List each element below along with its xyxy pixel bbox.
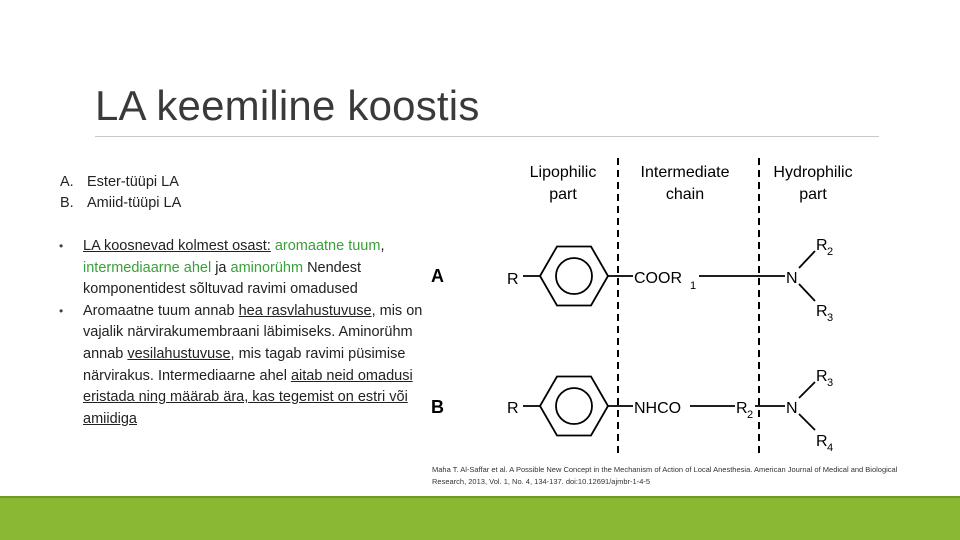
list-letter: A. — [60, 174, 74, 190]
bond — [799, 414, 815, 430]
ester-subscript: 1 — [690, 280, 697, 292]
text-run: Aromaatne tuum annab — [83, 302, 239, 319]
list-text: Amiid-tüüpi LA — [87, 195, 182, 211]
ester-group: COOR — [634, 270, 682, 287]
benzene-ring-icon — [540, 377, 608, 436]
title-divider — [95, 136, 879, 137]
text-run: Nendest komponentidest sõltuvad ravimi omadused — [83, 259, 362, 298]
text-run: ja — [211, 259, 231, 276]
r2-group: R — [736, 400, 748, 417]
r4-group: R — [816, 433, 828, 450]
text-run: aitab neid omadusi eristada ning määrab ära, kas tegemist on estri või amiidiga — [83, 367, 413, 427]
text-run: LA koosnevad kolmest osast: — [83, 238, 271, 254]
header-intermediate: chain — [665, 186, 705, 203]
row-label-a: A — [431, 266, 444, 286]
footer-bar — [0, 498, 960, 540]
r-group: R — [507, 271, 519, 288]
list-item — [60, 193, 181, 214]
bond — [799, 382, 815, 398]
row-label-b: B — [431, 397, 444, 417]
r3-subscript: 3 — [827, 377, 834, 389]
r3-subscript: 3 — [827, 312, 834, 324]
r3-group: R — [816, 303, 828, 320]
r2-subscript: 2 — [747, 409, 754, 421]
r2-group: R — [816, 237, 828, 254]
slide-title: LA keemiline koostis — [95, 82, 480, 129]
list-text: Ester-tüüpi LA — [87, 174, 179, 190]
la-type-list — [60, 172, 181, 214]
header-hydrophilic: part — [799, 186, 827, 203]
bullet-item — [58, 236, 430, 301]
bond — [799, 251, 815, 268]
r-group: R — [507, 400, 519, 417]
header-lipophilic: Lipophilic — [529, 164, 597, 181]
header-intermediate: Intermediate — [640, 164, 730, 181]
bullet-list — [58, 236, 430, 430]
text-run: hea rasvlahustuvuse — [238, 302, 372, 319]
list-item — [60, 172, 181, 193]
amine-n: N — [786, 270, 798, 287]
highlight-term: aromaatne tuum — [274, 238, 381, 254]
text-run: , mis on vajalik närvirakumembraani läbimiseks. Aminorühm annab — [83, 302, 423, 362]
citation-text: Maha T. Al-Saffar et al. A Possible New Concept in the Mechanism of Action of Local Anesthesia. American Journal of Medical and Biological Research, 2013, Vol. 1, No. 4, 134-137. doi:10.12691/ajmbr-1-4-5 — [432, 465, 898, 486]
bullet-item — [58, 301, 430, 431]
header-hydrophilic: Hydrophilic — [773, 164, 853, 181]
text-run: , — [380, 238, 385, 254]
amide-group: NHCO — [634, 400, 682, 417]
r3-group: R — [816, 368, 828, 385]
header-lipophilic: part — [549, 186, 577, 203]
list-letter: B. — [60, 195, 74, 211]
bond — [799, 284, 815, 301]
la-structure-diagram — [425, 150, 895, 460]
highlight-term: intermediaarne ahel — [83, 259, 212, 276]
highlight-term: aminorühm — [230, 259, 304, 276]
benzene-ring-icon — [540, 247, 608, 306]
amine-n: N — [786, 400, 798, 417]
r2-subscript: 2 — [827, 246, 834, 258]
r4-subscript: 4 — [827, 442, 834, 454]
text-run: vesilahustuvuse — [127, 345, 231, 362]
text-run: , mis tagab ravimi püsimise närvirakus. Intermediaarne ahel — [83, 345, 406, 384]
